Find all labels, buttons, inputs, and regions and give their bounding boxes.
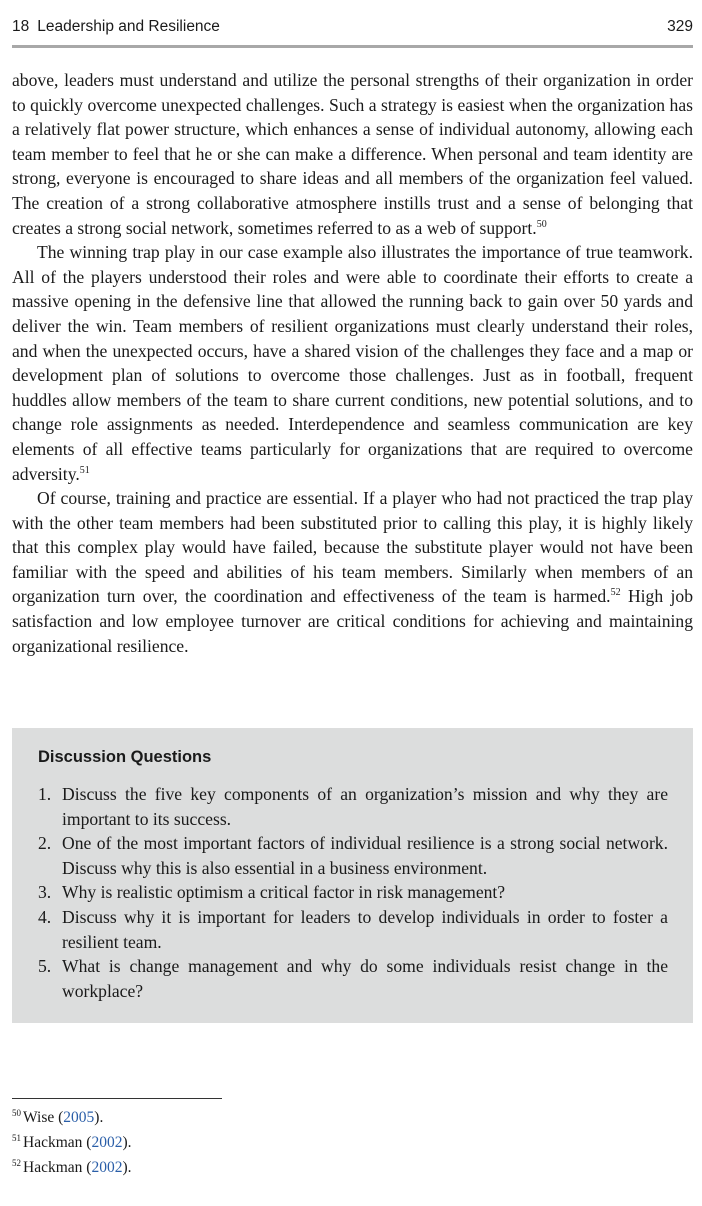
- footnote-number: 52: [12, 1158, 21, 1168]
- footnote-ref[interactable]: 50: [536, 218, 547, 230]
- question-item: [38, 954, 668, 1003]
- footnote-ref[interactable]: 52: [610, 587, 621, 599]
- footnote-ref[interactable]: 51: [79, 464, 90, 476]
- question-item: [38, 831, 668, 880]
- running-header: [12, 18, 693, 42]
- question-list: [38, 782, 668, 1003]
- question-number: 2.: [38, 833, 52, 854]
- discussion-box: [12, 728, 693, 1023]
- paragraph: [12, 240, 693, 486]
- chapter-heading: [12, 18, 228, 36]
- question-number: 1.: [38, 784, 52, 804]
- question-item: [38, 905, 668, 954]
- footnote-author: Hackman: [23, 1159, 83, 1176]
- question-number: 3.: [38, 882, 52, 903]
- footnote: $^{51}$ Hackman (2002).: [12, 1133, 132, 1151]
- footnote-author: Wise: [23, 1109, 55, 1126]
- body-text: [12, 68, 693, 658]
- question-text: One of the most important factors of individual resilience is a strong social network. Discuss why this is also essential in a business environment.: [62, 833, 668, 878]
- paragraph-text: Of course, training and practice are essential. If a player who had not practiced the trap play with the other team members had been substituted prior to calling this play, it is highly likely that this complex play would have failed, because the substitute player would not have been familiar with the speed and abilities of his team members. Similarly when members of an organization turn over, the coordination and effectiveness of the team is harmed.: [12, 488, 693, 607]
- citation-link[interactable]: 2005: [63, 1109, 95, 1126]
- footnote-number: 51: [12, 1133, 21, 1143]
- paragraph-text: above, leaders must understand and utilize the personal strengths of their organization in order to quickly overcome unexpected challenges. Such a strategy is easiest when the organization has a relatively flat power structure, which enhances a sense of individual autonomy, allowing each team member to feel that he or she can make a difference. When personal and team identity are strong, everyone is encouraged to share ideas and all members of the organization feel valued. The creation of a strong collaborative atmosphere instills trust and a sense of belonging that creates a strong social network, sometimes referred to as a web of support.: [12, 70, 693, 238]
- question-item: [38, 782, 668, 831]
- question-text: What is change management and why do some individuals resist change in the workplace?: [62, 956, 668, 1001]
- paragraph-text: The winning trap play in our case example also illustrates the importance of true teamwork. All of the players understood their roles and were able to coordinate their efforts to create a massive opening in the defensive line that allowed the running back to gain over 50 yards and deliver the win. Team members of resilient organizations must clearly understand their roles, and when the unexpected occurs, have a shared vision of the challenges they face and a map or development plan of solutions to overcome those challenges. Just as in football, frequent huddles allow members of the team to share current conditions, new potential solutions, and to change role assignments as needed. Interdependence and seamless communication are key elements of all effective teams particularly for organizations that are required to overcome adversity.: [12, 242, 693, 484]
- citation-link[interactable]: 2002: [91, 1159, 123, 1176]
- question-number: 5.: [38, 956, 52, 977]
- page-number: 329: [667, 18, 693, 35]
- question-number: 4.: [38, 906, 52, 927]
- header-rule: [12, 45, 693, 48]
- question-text: Discuss the five key components of an organization’s mission and why they are important to its success.: [62, 784, 668, 829]
- footnote: $^{50}$ Wise (2005).: [12, 1108, 104, 1126]
- question-text: Why is realistic optimism a critical factor in risk management?: [62, 882, 506, 903]
- paragraph-text: High job satisfaction and low employee turnover are critical conditions for achieving and maintaining organizational resilience.: [12, 586, 693, 656]
- footnote-rule: [12, 1098, 222, 1099]
- footnote: $^{52}$ Hackman (2002).: [12, 1158, 132, 1176]
- chapter-number: 18: [12, 18, 30, 35]
- discussion-title: Discussion Questions: [38, 748, 212, 766]
- question-item: [38, 880, 668, 905]
- footnote-number: 50: [12, 1108, 21, 1118]
- chapter-title: Leadership and Resilience: [37, 18, 220, 35]
- paragraph: [12, 486, 693, 658]
- footnote-author: Hackman: [23, 1134, 83, 1151]
- paragraph: [12, 68, 693, 240]
- citation-link[interactable]: 2002: [91, 1134, 123, 1151]
- footnotes: [12, 1105, 131, 1180]
- question-text: Discuss why it is important for leaders to develop individuals in order to foster a resilient team.: [62, 906, 668, 952]
